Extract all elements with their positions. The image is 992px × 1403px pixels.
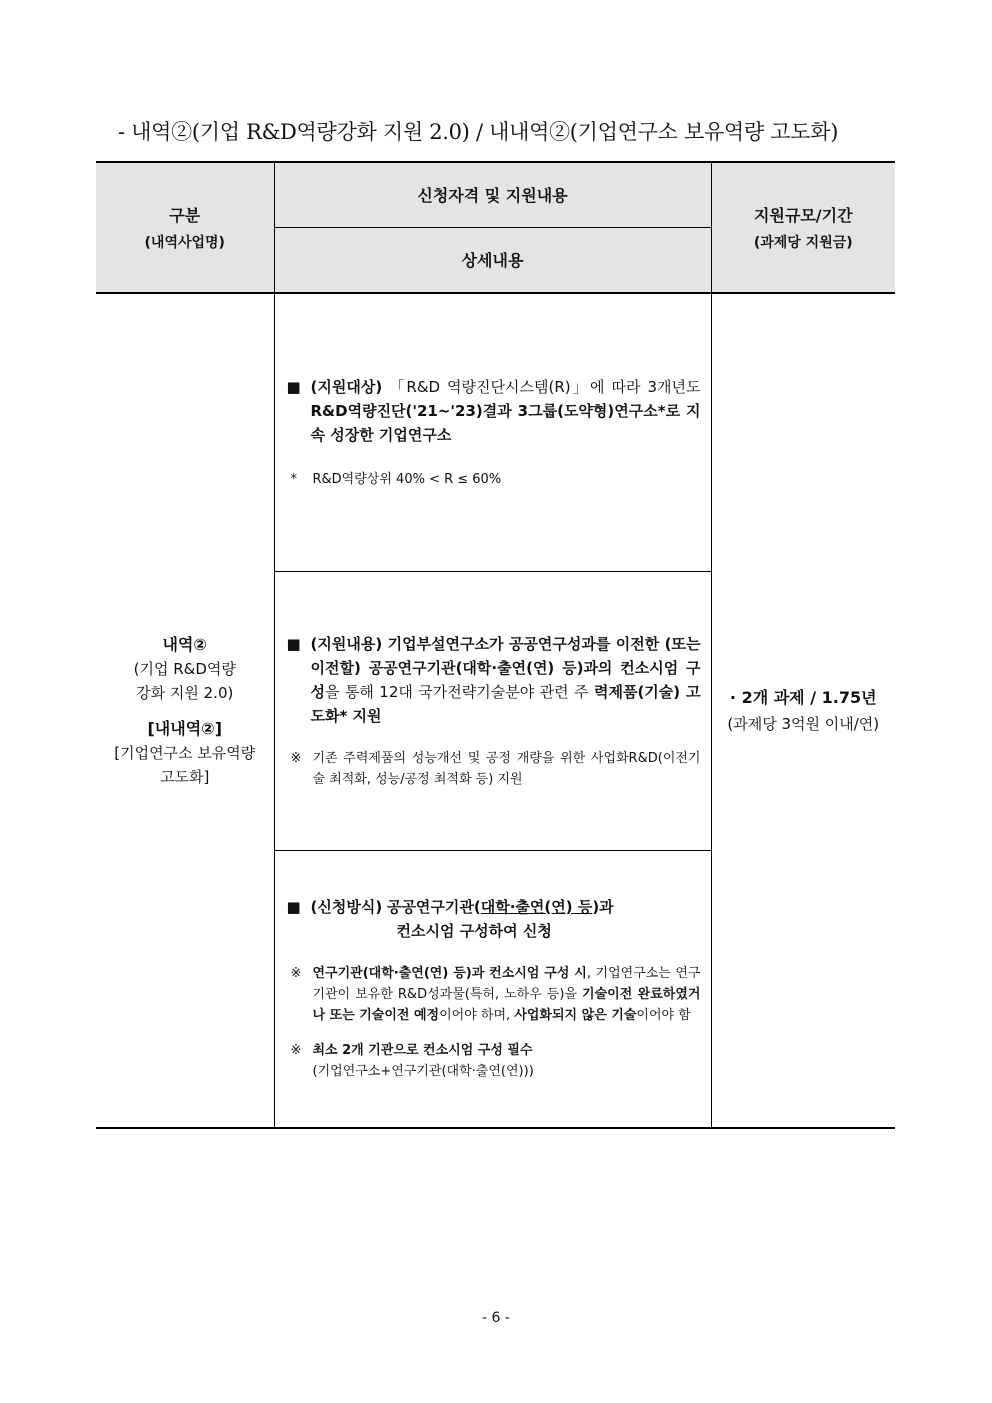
application-note-bold-a: 연구기관(대학·출연(연) 등)과 컨소시엄 구성 시	[312, 966, 587, 982]
header-category-sub: (내역사업명)	[144, 235, 225, 251]
eligibility-text: 「R&D 역량진단시스템(R)」에 따라 3개년도	[389, 377, 701, 396]
application-note-bold-c: 기술이전 완료하였거나 또는 기술이전 예정	[312, 987, 701, 1024]
category-name: 내역②	[162, 634, 207, 654]
note-mark: *	[290, 471, 297, 487]
bullet-square-icon: ■	[286, 634, 301, 653]
application-note-plain-f: 이어야 함	[636, 1008, 691, 1024]
application-text-underlined: 대학·출연(연) 등	[480, 898, 593, 917]
category-desc-1: (기업 R&D역량	[133, 659, 236, 678]
detail-application	[274, 850, 711, 1128]
application-note2-detail: (기업연구소+연구기관(대학·출연(연)))	[312, 1064, 534, 1080]
scale-count: · 2개 과제 / 1.75년	[729, 687, 877, 707]
section-heading: - 내역②(기업 R&D역량강화 지원 2.0) / 내내역②(기업연구소 보유역량 고도화)	[118, 120, 839, 144]
eligibility-note: R&D역량상위 40% < R ≤ 60%	[312, 471, 502, 487]
application-note-bold-e: 사업화되지 않은 기술	[514, 1008, 637, 1024]
header-qualification	[274, 162, 711, 227]
application-text-c: 컨소시엄 구성하여 신청	[396, 922, 552, 941]
header-scale-title: 지원규모/기간	[753, 206, 853, 225]
detail-eligibility	[274, 293, 711, 571]
support-note: 기존 주력제품의 성능개선 및 공정 개량을 위한 사업화R&D(이전기술 최적화, 성능/공정 최적화 등) 지원	[312, 750, 701, 787]
category-desc-2: 강화 지원 2.0)	[136, 683, 234, 702]
support-text: (지원내용) 기업부설연구소가 공공연구성과를 이전한 (또는 이전할) 공공연구기관(대학·출연(연) 등)과의 컨소시엄 구성	[310, 634, 701, 701]
header-detail	[274, 227, 711, 293]
header-category-title: 구분	[169, 206, 201, 225]
subcategory-desc-2: 고도화]	[160, 767, 210, 786]
note-mark: ※	[290, 750, 302, 766]
header-detail-label: 상세내용	[461, 251, 524, 271]
application-text-a: 공공연구기관(	[386, 898, 481, 917]
application-label: (신청방식)	[310, 898, 383, 917]
bullet-square-icon: ■	[286, 377, 301, 396]
page-number: - 6 -	[482, 1310, 510, 1326]
subcategory-desc-1: [기업연구소 보유역량	[114, 743, 256, 762]
category-cell	[96, 293, 274, 1128]
header-qualification-label: 신청자격 및 지원내용	[417, 186, 568, 206]
application-note-plain-d: 이어야 하며,	[439, 1008, 511, 1024]
header-scale	[711, 162, 895, 293]
eligibility-text-bold: R&D역량진단('21~'23)결과 3그룹(도약형)연구소*로 지속 성장한 기업연구소	[310, 401, 701, 444]
scale-cell	[711, 293, 895, 1128]
application-note2-title: 최소 2개 기관으로 컨소시엄 구성 필수	[312, 1043, 533, 1059]
support-text-bold: 력제품(기술) 고도화* 지원	[310, 682, 701, 725]
application-text-b: )과	[592, 898, 614, 917]
bullet-square-icon: ■	[286, 898, 301, 917]
application-note-plain-b: , 기업연구소는 연구기관이 보유한 R&D성과물(특허, 노하우 등)을	[312, 966, 701, 1003]
detail-support	[274, 571, 711, 850]
eligibility-label: (지원대상)	[310, 377, 383, 396]
header-category	[96, 162, 274, 293]
note-mark: ※	[290, 966, 302, 982]
scale-amount: (과제당 3억원 이내/연)	[727, 714, 880, 733]
header-scale-sub: (과제당 지원금)	[753, 235, 853, 251]
subcategory-name: [내내역②]	[147, 718, 223, 738]
program-table	[96, 161, 895, 1129]
support-text-plain: 을 통해 12대 국가전략기술분야 관련 주	[325, 682, 589, 701]
note-mark: ※	[290, 1043, 302, 1059]
